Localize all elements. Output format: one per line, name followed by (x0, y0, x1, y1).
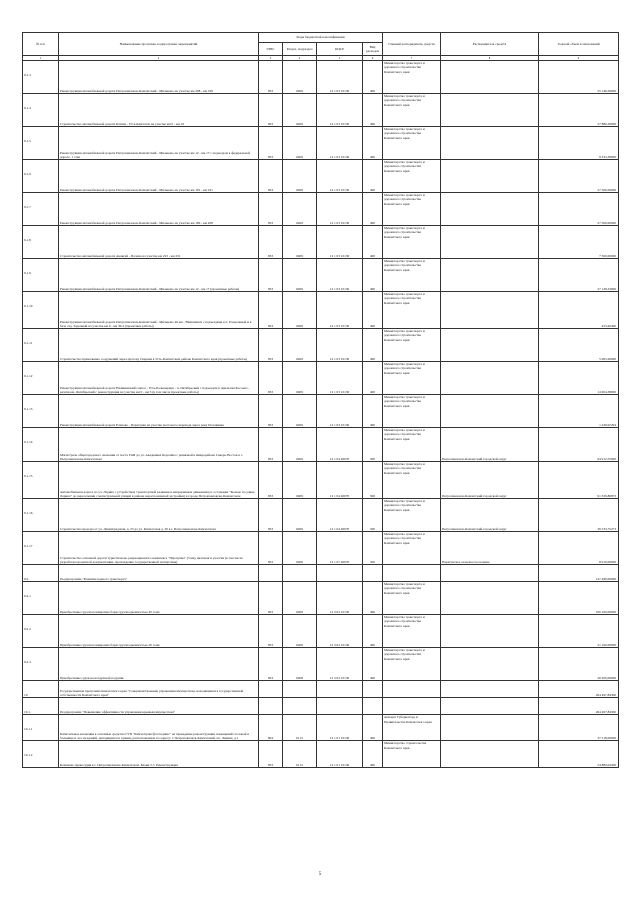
row-vr: 400 (363, 259, 383, 292)
header-ksr: КЦСР (317, 43, 363, 56)
row-name: Государственная программа Камчатского края "Совершенствование управления имуществом, находящимся в государственной собственности Камчатского края" (59, 681, 259, 698)
table-row (23, 395, 619, 428)
table-body (23, 61, 619, 768)
row-ksr: 12 1 03 10130 (317, 193, 363, 226)
row-name: Реконструкция автомобильной дороги Петропавловск-Камчатский - Мильково на участке км 12 - км 17 с подъездом к федеральной дороге. 1 этап (59, 127, 259, 160)
row-number: 9.1.12 (23, 362, 59, 395)
row-number: 9.1.16 (23, 499, 59, 532)
row-grbs: 833 (259, 532, 283, 565)
row-grbs: 833 (259, 127, 283, 160)
column-number: 5 (317, 56, 363, 61)
header-vr: Вид расходов (363, 43, 383, 56)
row-name: Реконструкция автомобильной дороги Елизово - Паратунка на участке мостового перехода через реку Половинка (59, 395, 259, 428)
row-razdel (283, 698, 317, 715)
row-number: 9.1.3 (23, 61, 59, 94)
row-vr (363, 698, 383, 715)
row-razdel: 0409 (283, 193, 317, 226)
row-main-manager: Аппарат Губернатора и Правительства Камчатского края (383, 715, 441, 741)
row-main-manager: Министерство транспорта и дорожного строительства Камчатского края (383, 462, 441, 499)
row-main-manager: Министерство транспорта и дорожного строительства Камчатского края (383, 582, 441, 615)
row-vr: 400 (363, 395, 383, 428)
row-name: Реконструкция автомобильной дороги Начикинский совхоз - Усть-Большерецк - п. Октябрьский с подъездом к причалам Косоево - казахи км. Октябрьский с реконструкция на участке км 0 - км 5 (в том числе проектные работы) (59, 362, 259, 395)
row-manager (441, 127, 539, 160)
table-row (23, 193, 619, 226)
row-main-manager: Министерство транспорта и дорожного строительства Камчатского края (383, 193, 441, 226)
header-annual-sum: Годовой объем ассигнований (539, 33, 619, 56)
row-annual-sum: 21 190,00000 (539, 615, 619, 648)
row-name: Подпрограмма "Развитие водного транспорта" (59, 565, 259, 582)
row-main-manager (383, 681, 441, 698)
column-number: 1 (23, 56, 59, 61)
row-vr: 400 (363, 582, 383, 615)
table-row (23, 329, 619, 362)
row-number: 9.1.6 (23, 160, 59, 193)
row-annual-sum: 27 500,00000 (539, 193, 619, 226)
row-ksr: 12 1 03 10130 (317, 61, 363, 94)
row-grbs: 833 (259, 94, 283, 127)
row-vr: 400 (363, 741, 383, 768)
row-ksr: 12 1 03 10130 (317, 292, 363, 329)
row-ksr: 12 1 04 40070 (317, 462, 363, 499)
table-row (23, 741, 619, 768)
table-row (23, 61, 619, 94)
row-name: Строительство автомобильной дороги Анавгай - Палана на участке км 223 - км 231 (59, 226, 259, 259)
column-number: 7 (383, 56, 441, 61)
row-razdel: 0409 (283, 462, 317, 499)
row-number: 9.1.14 (23, 428, 59, 462)
row-main-manager: Министерство транспорта и дорожного строительства Камчатского края (383, 532, 441, 565)
row-annual-sum: 7 500,00000 (539, 226, 619, 259)
row-number: 9.1.8 (23, 226, 59, 259)
row-vr (363, 565, 383, 582)
row-number: 9.1.13 (23, 395, 59, 428)
table-row (23, 462, 619, 499)
row-manager (441, 61, 539, 94)
row-vr: 400 (363, 329, 383, 362)
row-manager: Петропавловск-Камчатский городской округ (441, 462, 539, 499)
row-manager (441, 681, 539, 698)
row-main-manager: Министерство транспорта и дорожного строительства Камчатского края (383, 499, 441, 532)
table-row (23, 681, 619, 698)
row-main-manager (383, 698, 441, 715)
header-num: № п/п (23, 33, 59, 56)
header-razdel: Раздел, подраздел (283, 43, 317, 56)
row-manager: Петропавловск-Камчатский городской округ (441, 428, 539, 462)
row-vr: 400 (363, 61, 383, 94)
row-ksr: 12 1 03 10130 (317, 329, 363, 362)
row-ksr (317, 565, 363, 582)
row-ksr: 12 1 03 10130 (317, 94, 363, 127)
page-number: 5 (318, 872, 322, 877)
row-grbs: 833 (259, 582, 283, 615)
row-ksr (317, 698, 363, 715)
row-manager (441, 615, 539, 648)
row-vr: 500 (363, 532, 383, 565)
header-manager: Распорядитель средств (441, 33, 539, 56)
row-razdel: 0409 (283, 259, 317, 292)
row-name: Приобретение грузопассажирских барж грузоподъемностью 40 тонн (59, 582, 259, 615)
table-row (23, 428, 619, 462)
row-manager (441, 698, 539, 715)
table-row (23, 698, 619, 715)
table-row (23, 499, 619, 532)
header-grbs: ГРБС (259, 43, 283, 56)
table-row (23, 565, 619, 582)
row-name: Реконструкция автомобильной дороги Петропавловск-Камчатский - Мильково на участке км 181 - км 191 (59, 160, 259, 193)
row-razdel: 0409 (283, 160, 317, 193)
row-ksr: 12 3 02 10130 (317, 615, 363, 648)
row-razdel: 0409 (283, 61, 317, 94)
column-number: 3 (259, 56, 283, 61)
row-ksr: 12 1 03 10130 (317, 395, 363, 428)
row-ksr: 12 1 01 10130 (317, 715, 363, 741)
row-number: 9.1.7 (23, 193, 59, 226)
row-number: 9.1.5 (23, 127, 59, 160)
row-vr: 400 (363, 362, 383, 395)
row-ksr: 12 1 07 40070 (317, 532, 363, 565)
row-manager (441, 226, 539, 259)
budget-table-sheet (22, 32, 618, 768)
row-number: 10. (23, 681, 59, 698)
row-name: Капитальные вложения в основные средства ГУП "Камчаттрансфлотсервис" на проведение реконструкции помещений столовой в больнице и зал заседаний, находящихся в здании, расположенном по адресу: г. Петропавловск-Камчатский, пл. Ленина, д.1 (59, 715, 259, 741)
row-number: 9.1.4 (23, 94, 59, 127)
row-manager (441, 741, 539, 768)
row-annual-sum: 264 497,84300 (539, 681, 619, 698)
row-vr: 400 (363, 193, 383, 226)
row-grbs (259, 698, 283, 715)
row-manager (441, 648, 539, 681)
row-razdel: 0409 (283, 395, 317, 428)
row-manager (441, 94, 539, 127)
row-annual-sum: 27 880,30000 (539, 94, 619, 127)
row-grbs: 833 (259, 648, 283, 681)
row-manager (441, 160, 539, 193)
row-grbs: 833 (259, 499, 283, 532)
row-annual-sum: 26 200,00000 (539, 648, 619, 681)
row-annual-sum: 54 889,04300 (539, 741, 619, 768)
row-annual-sum: 147 490,00000 (539, 565, 619, 582)
row-grbs: 833 (259, 395, 283, 428)
header-name: Наименование программ, подпрограмм, мероприятий (59, 33, 259, 56)
row-ksr: 12 3 02 10130 (317, 582, 363, 615)
row-ksr: 12 3 02 10130 (317, 648, 363, 681)
row-annual-sum: 1 439,97294 (539, 395, 619, 428)
row-razdel: 0409 (283, 127, 317, 160)
row-manager: Петропавловск-Камчатский городской округ (441, 499, 539, 532)
row-razdel: 0408 (283, 615, 317, 648)
row-annual-sum: 36 533,75273 (539, 499, 619, 532)
row-annual-sum: 27 128,33000 (539, 259, 619, 292)
row-ksr: 12 1 03 10130 (317, 226, 363, 259)
row-main-manager: Министерство транспорта и дорожного строительства Камчатского края (383, 395, 441, 428)
table-row (23, 292, 619, 329)
row-number: 9.1.10 (23, 292, 59, 329)
row-manager (441, 362, 539, 395)
row-grbs: 833 (259, 615, 283, 648)
row-manager (441, 329, 539, 362)
row-grbs: 833 (259, 259, 283, 292)
row-main-manager: Министерство транспорта и дорожного строительства Камчатского края (383, 329, 441, 362)
row-annual-sum: 91 339,86873 (539, 462, 619, 499)
row-name: Строительство проезда от ул. Ленинградская, д. 23 до ул. Камчатская д. 30 в г. Петропавловске-Камчатском (59, 499, 259, 532)
row-number: 9.2.1 (23, 582, 59, 615)
row-main-manager: Министерство строительства Камчатского края (383, 741, 441, 768)
row-razdel: 0409 (283, 94, 317, 127)
table-row (23, 362, 619, 395)
row-number: 9.1.11 (23, 329, 59, 362)
row-grbs: 833 (259, 292, 283, 329)
row-annual-sum: 453,46400 (539, 292, 619, 329)
table-row (23, 259, 619, 292)
row-number: 10.1. (23, 698, 59, 715)
row-manager: Паратунское сельское поселение (441, 532, 539, 565)
table-row (23, 94, 619, 127)
row-vr: 400 (363, 715, 383, 741)
row-manager (441, 715, 539, 741)
row-grbs: 833 (259, 226, 283, 259)
row-grbs: 804 (259, 715, 283, 741)
row-manager (441, 565, 539, 582)
row-annual-sum: 94 912,55000 (539, 428, 619, 462)
row-main-manager: Министерство транспорта и дорожного строительства Камчатского края (383, 292, 441, 329)
column-number: 2 (59, 56, 259, 61)
row-annual-sum: 14 904,38000 (539, 362, 619, 395)
table-row (23, 532, 619, 565)
row-ksr: 12 1 03 10130 (317, 160, 363, 193)
row-main-manager: Министерство транспорта и дорожного строительства Камчатского края (383, 615, 441, 648)
table-row (23, 127, 619, 160)
row-main-manager: Министерство транспорта и дорожного строительства Камчатского края (383, 428, 441, 462)
row-grbs: 833 (259, 193, 283, 226)
row-razdel: 0409 (283, 499, 317, 532)
row-razdel: 0409 (283, 362, 317, 395)
row-name: Реконструкция автомобильной дороги Петропавловск-Камчатский - Мильково 40 км - Вилючинск с подъездами к п. Раздольный и к базе отд. Заречный на участке км 0 - км 36.4 (проектные работы) (59, 292, 259, 329)
row-razdel: 0409 (283, 428, 317, 462)
row-vr: 500 (363, 462, 383, 499)
column-number: 8 (441, 56, 539, 61)
column-number: 4 (283, 56, 317, 61)
row-razdel: 0113 (283, 715, 317, 741)
row-name: Реконструкция автомобильной дороги Петропавловск-Камчатский - Мильково на участке км 208 - км 199 (59, 61, 259, 94)
row-ksr: 12 1 03 10130 (317, 259, 363, 292)
row-ksr: 12 1 03 10130 (317, 127, 363, 160)
row-vr: 400 (363, 292, 383, 329)
row-number: 10.1.2 (23, 741, 59, 768)
row-annual-sum: 100 100,00000 (539, 582, 619, 615)
table-row (23, 615, 619, 648)
row-name: Строительство основной дороги туристическо-рекреационного комплекса "Паратунка" (3 км), включая и участки (в том числе разработка проектной документации, прохождение государственной экспертизы) (59, 532, 259, 565)
row-main-manager: Министерство транспорта и дорожного строительства Камчатского края (383, 127, 441, 160)
row-annual-sum: 5 963,26000 (539, 329, 619, 362)
row-number: 9.1.17 (23, 532, 59, 565)
row-razdel (283, 565, 317, 582)
row-grbs (259, 565, 283, 582)
row-manager (441, 292, 539, 329)
row-main-manager: Министерство транспорта и дорожного строительства Камчатского края (383, 61, 441, 94)
row-name: Комплекс правосудия в г. Петропавловске-Камчатском. Блоки 5,7. Реконструкция (59, 741, 259, 768)
row-vr (363, 681, 383, 698)
row-number: 9.1.9 (23, 259, 59, 292)
table-header-row (23, 33, 619, 43)
row-ksr: 12 1 01 10130 (317, 741, 363, 768)
row-ksr: 12 1 03 10130 (317, 362, 363, 395)
row-grbs: 833 (259, 329, 283, 362)
row-number: 9.1.15 (23, 462, 59, 499)
row-grbs: 833 (259, 462, 283, 499)
table-row (23, 715, 619, 741)
row-main-manager (383, 565, 441, 582)
column-number: 9 (539, 56, 619, 61)
row-razdel: 0409 (283, 226, 317, 259)
row-grbs: 833 (259, 362, 283, 395)
column-number: 6 (363, 56, 383, 61)
row-number: 9.2.2 (23, 615, 59, 648)
row-vr: 400 (363, 94, 383, 127)
row-razdel: 0409 (283, 329, 317, 362)
row-annual-sum: 9 333,38000 (539, 127, 619, 160)
row-main-manager: Министерство транспорта и дорожного строительства Камчатского края (383, 226, 441, 259)
row-razdel (283, 681, 317, 698)
row-main-manager: Министерство транспорта и дорожного строительства Камчатского края (383, 160, 441, 193)
row-razdel: 0408 (283, 648, 317, 681)
row-razdel: 0409 (283, 292, 317, 329)
row-vr: 500 (363, 499, 383, 532)
row-vr: 400 (363, 160, 383, 193)
table-row (23, 582, 619, 615)
row-annual-sum: 25 146,56000 (539, 61, 619, 94)
table-row (23, 160, 619, 193)
header-main-manager: Главный распорядитель средств (383, 33, 441, 56)
table-row (23, 648, 619, 681)
budget-table (22, 32, 619, 768)
row-razdel: 0113 (283, 741, 317, 768)
row-vr: 400 (363, 226, 383, 259)
row-annual-sum: 264 497,84300 (539, 698, 619, 715)
row-name: Автомобильная дорога по ул. Ларина с устройством транспортной развязки в непрерывном движении (от остановки "Кольцо по улице Ларина" до пересечения с магистральной улицей в районе нераспознанной застройки) в городе Петропавловске-Камчатском (59, 462, 259, 499)
header-codes-group: Коды бюджетной классификации (259, 33, 383, 43)
row-name: Реконструкция автомобильной дороги Петропавловск-Камчатский - Мильково на участке км 12 - км 17 (проектные работы) (59, 259, 259, 292)
row-grbs: 833 (259, 428, 283, 462)
row-vr: 400 (363, 127, 383, 160)
row-manager (441, 582, 539, 615)
row-grbs: 833 (259, 61, 283, 94)
row-vr: 500 (363, 428, 383, 462)
row-manager (441, 395, 539, 428)
table-row (23, 226, 619, 259)
row-razdel: 0408 (283, 582, 317, 615)
row-number: 9.2. (23, 565, 59, 582)
row-manager (441, 259, 539, 292)
row-main-manager: Министерство транспорта и дорожного строительства Камчатского края (383, 648, 441, 681)
row-grbs: 833 (259, 160, 283, 193)
row-number: 9.2.3 (23, 648, 59, 681)
row-annual-sum: 8 910,00000 (539, 532, 619, 565)
row-name: Реконструкция автомобильной дороги Петропавловск-Камчатский - Мильково на участке км 199 - км 208 (59, 193, 259, 226)
row-razdel: 0409 (283, 532, 317, 565)
row-name: Строительство причальных сооружений через протоку Озерная в Усть-Камчатском районе Камчатского края (проектные работы) (59, 329, 259, 362)
row-name: Приобретение судов на воздушной подушке (59, 648, 259, 681)
row-manager (441, 193, 539, 226)
row-annual-sum: 27 500,00000 (539, 160, 619, 193)
row-main-manager: Министерство транспорта и дорожного строительства Камчатского края (383, 259, 441, 292)
row-annual-sum: 37 518,00000 (539, 715, 619, 741)
row-name: Строительство автомобильной дороги Ключи - Усть-Камчатск на участке км 0 - км 16 (59, 94, 259, 127)
row-grbs (259, 681, 283, 698)
row-name: Подпрограмма "Повышение эффективности управления краевым имуществом" (59, 698, 259, 715)
row-number: 10.1.1 (23, 715, 59, 741)
row-main-manager: Министерство транспорта и дорожного строительства Камчатского края (383, 94, 441, 127)
row-name: Приобретение грузопассажирских барж грузоподъемностью 20 тонн (59, 615, 259, 648)
row-ksr (317, 681, 363, 698)
row-name: Магистраль общегородского значения от поста ГАИ до ул. Академика Королёва с развязкой в микрорайоне Северо-Восток в г. Петропавловске-Камчатском (59, 428, 259, 462)
row-vr: 400 (363, 648, 383, 681)
row-grbs: 833 (259, 741, 283, 768)
row-ksr: 12 1 04 40070 (317, 499, 363, 532)
row-ksr: 12 1 04 40070 (317, 428, 363, 462)
row-vr: 400 (363, 615, 383, 648)
row-main-manager: Министерство транспорта и дорожного строительства Камчатского края (383, 362, 441, 395)
